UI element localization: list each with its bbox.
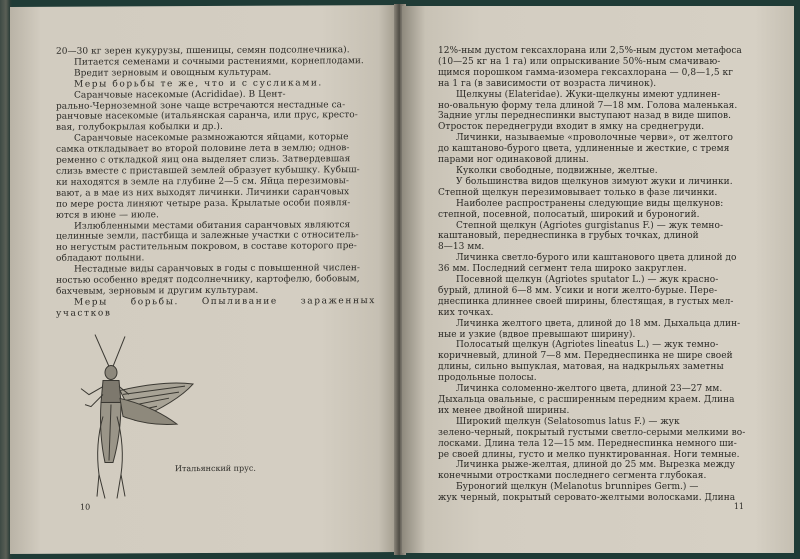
text-line: целинные земли, пастбища и залежные участки с относитель-: [56, 230, 359, 243]
text-line: Куколки свободные, подвижные, желтые.: [456, 165, 658, 176]
text-line: по мере роста линяют четыре раза. Крылатые особи появля-: [56, 197, 351, 210]
text-line: 8—13 мм.: [438, 242, 485, 253]
text-line: Саранчовые насекомые размножаются яйцами, которые: [74, 132, 349, 144]
text-line: но-овальную форму тела длиной 7—18 мм. Голова маленькая.: [438, 100, 738, 111]
text-line: обладают полыни.: [56, 253, 145, 264]
text-line: Личинка рыже-желтая, длиной до 25 мм. Вырезка между: [456, 460, 735, 471]
text-line: Вредит зерновым и овощным культурам.: [74, 67, 272, 79]
text-line: парами ног одинаковой длины.: [438, 155, 589, 166]
left-page-text: [56, 45, 376, 319]
text-line: слизь вместе с приставшей землей образует кубышку. Кубыш-: [56, 165, 360, 177]
text-line: продольные полосы.: [438, 373, 537, 384]
text-line: Личинка желтого цвета, длиной до 18 мм. Дыхальца длин-: [456, 318, 741, 329]
text-line: Излюбленными местами обитания саранчовых являются: [74, 219, 351, 232]
text-line: Посевной щелкун (Agriotes sputator L.) — жук красно-: [456, 275, 719, 286]
grasshopper-illustration: [65, 324, 205, 505]
text-line: Меры борьбы те же, что и с сусликами.: [74, 78, 323, 90]
text-line: Саранчовые насекомые (Acrididae). В Цент-: [74, 89, 286, 101]
text-line: ре своей длины, густо и мелко пунктированная. Ноги темные.: [438, 449, 740, 460]
text-line: Личинка соломенно-желтого цвета, длиной 23—27 мм.: [456, 384, 723, 395]
text-line: щимся порошком гамма-изомера гексахлорана — 0,8—1,5 кг: [438, 67, 733, 78]
right-page: [402, 6, 794, 553]
text-line: самка откладывает во второй половине лета в землю; однов-: [56, 143, 350, 155]
text-line: длины, сильно выпуклая, матовая, на надкрыльях заметны: [438, 362, 724, 373]
text-line: степной, посевной, полосатый, широкий и буроногий.: [438, 209, 700, 220]
text-line: 36 мм. Последний сегмент тела широко закруглен.: [438, 264, 687, 275]
left-page: [10, 5, 398, 554]
figure-caption: Итальянский прус.: [175, 463, 256, 474]
text-line: ностью особенно вредят подсолнечнику, картофелю, бобовым,: [56, 274, 360, 286]
text-line: рально-Черноземной зоне чаще встречаются нестадные са-: [56, 99, 346, 112]
text-line: днеспинка длиннее своей ширины, блестящая, в густых мел-: [438, 296, 734, 307]
text-line: бурый, длиной 6—8 мм. Усики и ноги желто-бурые. Пере-: [438, 285, 718, 296]
text-line: ременно с откладкой яиц она выделяет слизь. Затвердевшая: [56, 154, 351, 166]
text-line: (10—25 кг на 1 га) или опрыскивание 50%-ным смачиваю-: [438, 56, 721, 67]
text-line: ранчовые насекомые (итальянская саранча, или прус, кресто-: [56, 110, 358, 123]
text-line: до каштаново-бурого цвета, удлиненные и жесткие, с тремя: [438, 144, 730, 155]
text-line: Дыхальца овальные, с расширенным передним краем. Длина: [438, 395, 735, 405]
right-page-text: [438, 46, 768, 504]
text-line: Полосатый щелкун (Agriotes lineatus L.) — жук темно-: [456, 340, 719, 351]
text-line: жук черный, покрытый серовато-желтыми волосками. Длина: [438, 493, 736, 504]
text-line: бахчевым, зерновым и другим культурам.: [56, 285, 259, 297]
text-line: вают, а в мае из них выходят личинки. Личинки саранчовых: [56, 187, 350, 199]
text-line: 12%-ным дустом гексахлорана или 2,5%-ным дустом метафоса: [438, 46, 742, 56]
text-line: Степной щелкун перезимовывает только в фазе личинки.: [438, 187, 718, 198]
text-line: ные и узкие (вдвое превышают ширину).: [438, 329, 636, 340]
text-line: коричневый, длиной 7—8 мм. Переднеспинка не шире своей: [438, 351, 733, 362]
text-line: Задние углы переднеспинки выступают назад в виде шипов.: [438, 111, 732, 122]
text-line: Личинка светло-бурого или каштанового цвета длиной до: [456, 253, 737, 264]
text-line: ются в июне — июле.: [56, 209, 159, 221]
text-line: вая, голубокрылая кобылки и др.).: [56, 122, 223, 134]
text-line: Наиболее распространены следующие виды щелкунов:: [456, 198, 724, 209]
text-line: конечными отростками последнего сегмента глубокая.: [438, 471, 707, 482]
text-line: Буроногий щелкун (Melanotus brunnipes Germ.) —: [456, 482, 699, 493]
text-line: но негустым растительным покровом, в составе которого пре-: [56, 241, 357, 254]
page-number-right: 11: [733, 502, 744, 511]
text-line: каштановый, переднеспинка в грубых точках, длиной: [438, 231, 699, 242]
page-number-left: 10: [80, 502, 91, 512]
text-line: Степной щелкун (Agriotes gurgistanus F.) — жук темно-: [456, 220, 724, 231]
text-line: У большинства видов щелкунов зимуют жуки и личинки.: [456, 176, 733, 187]
text-line: ких точках.: [438, 307, 494, 318]
text-line: Щелкуны (Elateridae). Жуки-щелкуны имеют удлинен-: [456, 89, 721, 100]
text-line: Меры борьбы. Опыливание зараженных участков: [56, 295, 376, 319]
text-line: на 1 га (в зависимости от возраста личинок).: [438, 78, 657, 89]
text-line: Нестадные виды саранчовых в годы с повышенной числен-: [74, 263, 361, 275]
text-line: Широкий щелкун (Selatosomus latus F.) — жук: [456, 416, 680, 427]
text-line: Питается семенами и сочными растениями, корнеплодами.: [74, 56, 364, 68]
text-line: Отросток переднегруди входит в ямку на среднегруди.: [438, 122, 705, 133]
text-line: их менее двойной ширины.: [438, 405, 570, 416]
text-line: лосками. Длина тела 12—15 мм. Переднеспинка немного ши-: [438, 438, 737, 449]
text-line: ки находятся в земле на глубине 2—5 см. Яйца перезимовы-: [56, 176, 349, 188]
text-line: 20—30 кг зерен кукурузы, пшеницы, семян подсолнечника).: [56, 45, 350, 57]
text-line: зелено-черный, покрытый густыми светло-серыми мелкими во-: [438, 427, 746, 438]
text-line: Личинки, называемые «проволочные черви», от желтого: [456, 133, 733, 144]
